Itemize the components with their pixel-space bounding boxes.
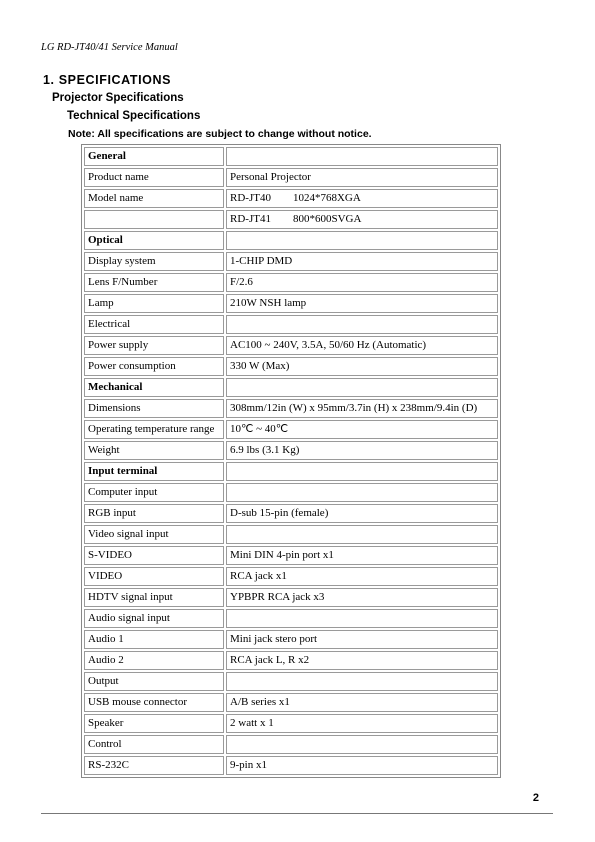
model-resolution: 800*600SVGA bbox=[292, 213, 362, 225]
spec-value bbox=[226, 210, 498, 229]
spec-value: F/2.6 bbox=[226, 273, 498, 292]
spec-value: Personal Projector bbox=[226, 168, 498, 187]
specifications-table bbox=[81, 144, 501, 778]
spec-row bbox=[84, 609, 498, 628]
spec-value: RCA jack x1 bbox=[226, 567, 498, 586]
spec-row bbox=[84, 651, 498, 670]
spec-value bbox=[226, 672, 498, 691]
model-code: RD-JT40 bbox=[230, 192, 271, 204]
spec-row bbox=[84, 399, 498, 418]
spec-row bbox=[84, 357, 498, 376]
spec-value bbox=[226, 609, 498, 628]
spec-label: Control bbox=[84, 735, 224, 754]
spec-row bbox=[84, 378, 498, 397]
spec-label: Video signal input bbox=[84, 525, 224, 544]
spec-label: Computer input bbox=[84, 483, 224, 502]
spec-value: YPBPR RCA jack x3 bbox=[226, 588, 498, 607]
spec-row bbox=[84, 462, 498, 481]
spec-label: Output bbox=[84, 672, 224, 691]
spec-label: Weight bbox=[84, 441, 224, 460]
spec-value: 6.9 lbs (3.1 Kg) bbox=[226, 441, 498, 460]
spec-value: 2 watt x 1 bbox=[226, 714, 498, 733]
spec-row bbox=[84, 588, 498, 607]
spec-value bbox=[226, 147, 498, 166]
spec-row bbox=[84, 315, 498, 334]
spec-value: 210W NSH lamp bbox=[226, 294, 498, 313]
spec-value: 9-pin x1 bbox=[226, 756, 498, 775]
spec-label: Operating temperature range bbox=[84, 420, 224, 439]
spec-label: Dimensions bbox=[84, 399, 224, 418]
spec-value: A/B series x1 bbox=[226, 693, 498, 712]
spec-label: USB mouse connector bbox=[84, 693, 224, 712]
spec-value bbox=[226, 483, 498, 502]
spec-row bbox=[84, 735, 498, 754]
spec-row bbox=[84, 210, 498, 229]
spec-row bbox=[84, 672, 498, 691]
page-number: 2 bbox=[532, 792, 539, 804]
spec-value: 10℃ ~ 40℃ bbox=[226, 420, 498, 439]
spec-label: General bbox=[84, 147, 224, 166]
spec-row bbox=[84, 273, 498, 292]
spec-row bbox=[84, 336, 498, 355]
spec-row bbox=[84, 693, 498, 712]
subtitle: Projector Specifications bbox=[52, 92, 184, 104]
spec-value: 330 W (Max) bbox=[226, 357, 498, 376]
spec-row bbox=[84, 546, 498, 565]
spec-value bbox=[226, 462, 498, 481]
spec-label: RGB input bbox=[84, 504, 224, 523]
spec-label bbox=[84, 210, 224, 229]
specifications-table-body bbox=[84, 147, 498, 775]
spec-label: VIDEO bbox=[84, 567, 224, 586]
spec-value: Mini DIN 4-pin port x1 bbox=[226, 546, 498, 565]
spec-label: Speaker bbox=[84, 714, 224, 733]
section-title: 1. SPECIFICATIONS bbox=[43, 73, 172, 87]
spec-label: Product name bbox=[84, 168, 224, 187]
spec-label: Electrical bbox=[84, 315, 224, 334]
spec-row bbox=[84, 231, 498, 250]
spec-value: 308mm/12in (W) x 95mm/3.7in (H) x 238mm/9.4in (D) bbox=[226, 399, 498, 418]
spec-label: Lamp bbox=[84, 294, 224, 313]
spec-row bbox=[84, 189, 498, 208]
spec-label: Audio 2 bbox=[84, 651, 224, 670]
running-header: LG RD-JT40/41 Service Manual bbox=[41, 42, 178, 53]
spec-value bbox=[226, 525, 498, 544]
spec-row bbox=[84, 714, 498, 733]
spec-value: AC100 ~ 240V, 3.5A, 50/60 Hz (Automatic) bbox=[226, 336, 498, 355]
spec-value bbox=[226, 315, 498, 334]
spec-row bbox=[84, 441, 498, 460]
spec-row bbox=[84, 630, 498, 649]
spec-value: 1-CHIP DMD bbox=[226, 252, 498, 271]
spec-row bbox=[84, 147, 498, 166]
spec-value: D-sub 15-pin (female) bbox=[226, 504, 498, 523]
spec-row bbox=[84, 756, 498, 775]
spec-label: Display system bbox=[84, 252, 224, 271]
spec-row bbox=[84, 420, 498, 439]
spec-label: Lens F/Number bbox=[84, 273, 224, 292]
spec-label: Model name bbox=[84, 189, 224, 208]
spec-row bbox=[84, 504, 498, 523]
spec-label: HDTV signal input bbox=[84, 588, 224, 607]
spec-value bbox=[226, 189, 498, 208]
footer-rule bbox=[41, 813, 553, 814]
spec-row bbox=[84, 483, 498, 502]
spec-row bbox=[84, 168, 498, 187]
spec-value bbox=[226, 735, 498, 754]
spec-label: Power supply bbox=[84, 336, 224, 355]
subsubtitle: Technical Specifications bbox=[67, 110, 201, 122]
model-code: RD-JT41 bbox=[230, 213, 271, 225]
spec-label: Mechanical bbox=[84, 378, 224, 397]
model-resolution: 1024*768XGA bbox=[292, 192, 361, 204]
spec-row bbox=[84, 294, 498, 313]
spec-label: Audio signal input bbox=[84, 609, 224, 628]
spec-label: S-VIDEO bbox=[84, 546, 224, 565]
spec-row bbox=[84, 567, 498, 586]
spec-value bbox=[226, 231, 498, 250]
spec-label: RS-232C bbox=[84, 756, 224, 775]
spec-value bbox=[226, 378, 498, 397]
spec-label: Input terminal bbox=[84, 462, 224, 481]
spec-label: Power consumption bbox=[84, 357, 224, 376]
spec-row bbox=[84, 525, 498, 544]
spec-row bbox=[84, 252, 498, 271]
spec-value: Mini jack stero port bbox=[226, 630, 498, 649]
disclaimer-note: Note: All specifications are subject to change without notice. bbox=[68, 128, 372, 140]
spec-label: Optical bbox=[84, 231, 224, 250]
spec-value: RCA jack L, R x2 bbox=[226, 651, 498, 670]
spec-label: Audio 1 bbox=[84, 630, 224, 649]
